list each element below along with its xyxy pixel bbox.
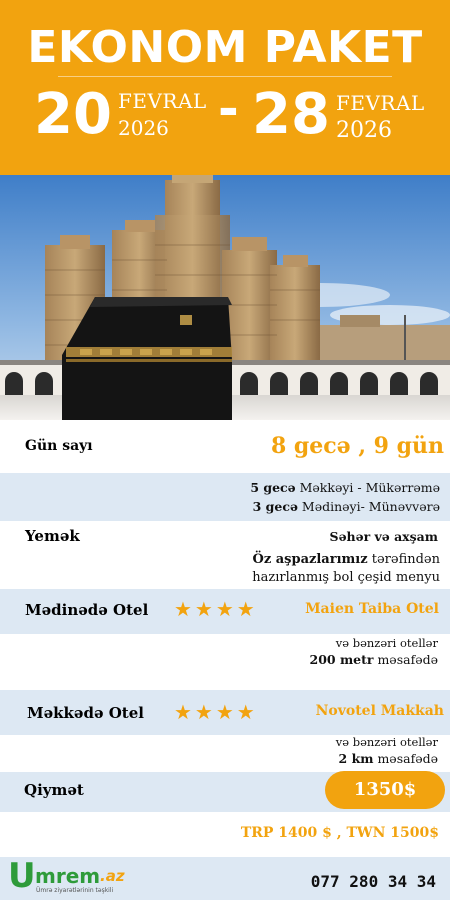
medina-hotel-label: Mədinədə Otel [25, 601, 149, 619]
price-badge: 1350$ [325, 771, 445, 809]
mecca-hotel-distance [339, 751, 438, 766]
medina-hotel-distance-bold: 200 metr [309, 652, 374, 667]
stay-mecca-text: Məkkəyi - Mükərrəmə [295, 480, 440, 495]
price-label: Qiymət [24, 781, 84, 799]
mecca-star-rating-icon: ★★★★ [174, 700, 258, 724]
meals-note-bold: Öz aşpazlarımız [252, 552, 368, 567]
mecca-hotel-distance-bold: 2 km [338, 751, 374, 766]
mecca-hotel-distance-rest: məsafədə [373, 751, 438, 766]
package-title: EKONOM PAKET [27, 22, 423, 73]
end-day: 28 [252, 82, 330, 147]
umrem-logo[interactable] [8, 858, 158, 898]
logo-letter-u: U [8, 856, 36, 896]
header-banner [0, 0, 450, 175]
logo-tagline: Ümrə ziyarətlərinin təşkili [36, 887, 114, 894]
start-year: 2026 [118, 116, 169, 140]
stay-medina-nights: 3 gecə [252, 499, 298, 514]
price-alternatives: TRP 1400 $ , TWN 1500$ [240, 825, 439, 841]
start-day: 20 [34, 82, 112, 147]
title-divider [58, 76, 392, 77]
stay-mecca-nights: 5 gecə [250, 480, 296, 495]
logo-suffix: .az [100, 867, 125, 885]
mecca-hotel-label: Məkkədə Otel [27, 704, 144, 722]
days-label: Gün sayı [25, 438, 93, 454]
meals-note-rest: tərəfindən [367, 552, 440, 567]
days-value: 8 gecə , 9 gün [270, 433, 444, 459]
meals-note [253, 552, 441, 567]
meals-note-line2: hazırlanmış bol çeşid menyu [252, 570, 440, 585]
end-month: FEVRAL [336, 91, 425, 115]
logo-text: mrem [35, 864, 101, 888]
medina-hotel-similar: və bənzəri otellər [335, 636, 438, 650]
stay-medina-text: Mədinəyi- Münəvvərə [297, 499, 440, 514]
end-year: 2026 [336, 118, 392, 143]
medina-star-rating-icon: ★★★★ [174, 597, 258, 621]
medina-hotel-distance [310, 652, 439, 667]
stay-mecca [250, 480, 440, 495]
start-month: FEVRAL [118, 89, 207, 113]
mecca-hotel-similar: və bənzəri otellər [335, 735, 438, 749]
mecca-hotel-name: Novotel Makkah [315, 703, 444, 719]
meals-label: Yemək [25, 527, 80, 545]
stay-medina [253, 499, 440, 514]
date-separator: - [218, 80, 239, 138]
medina-hotel-distance-rest: məsafədə [373, 652, 438, 667]
meals-value: Səhər və axşam [329, 529, 438, 544]
kaaba-photo [0, 175, 450, 420]
medina-hotel-name: Maien Taiba Otel [305, 601, 439, 617]
phone-number[interactable]: 077 280 34 34 [310, 872, 436, 891]
